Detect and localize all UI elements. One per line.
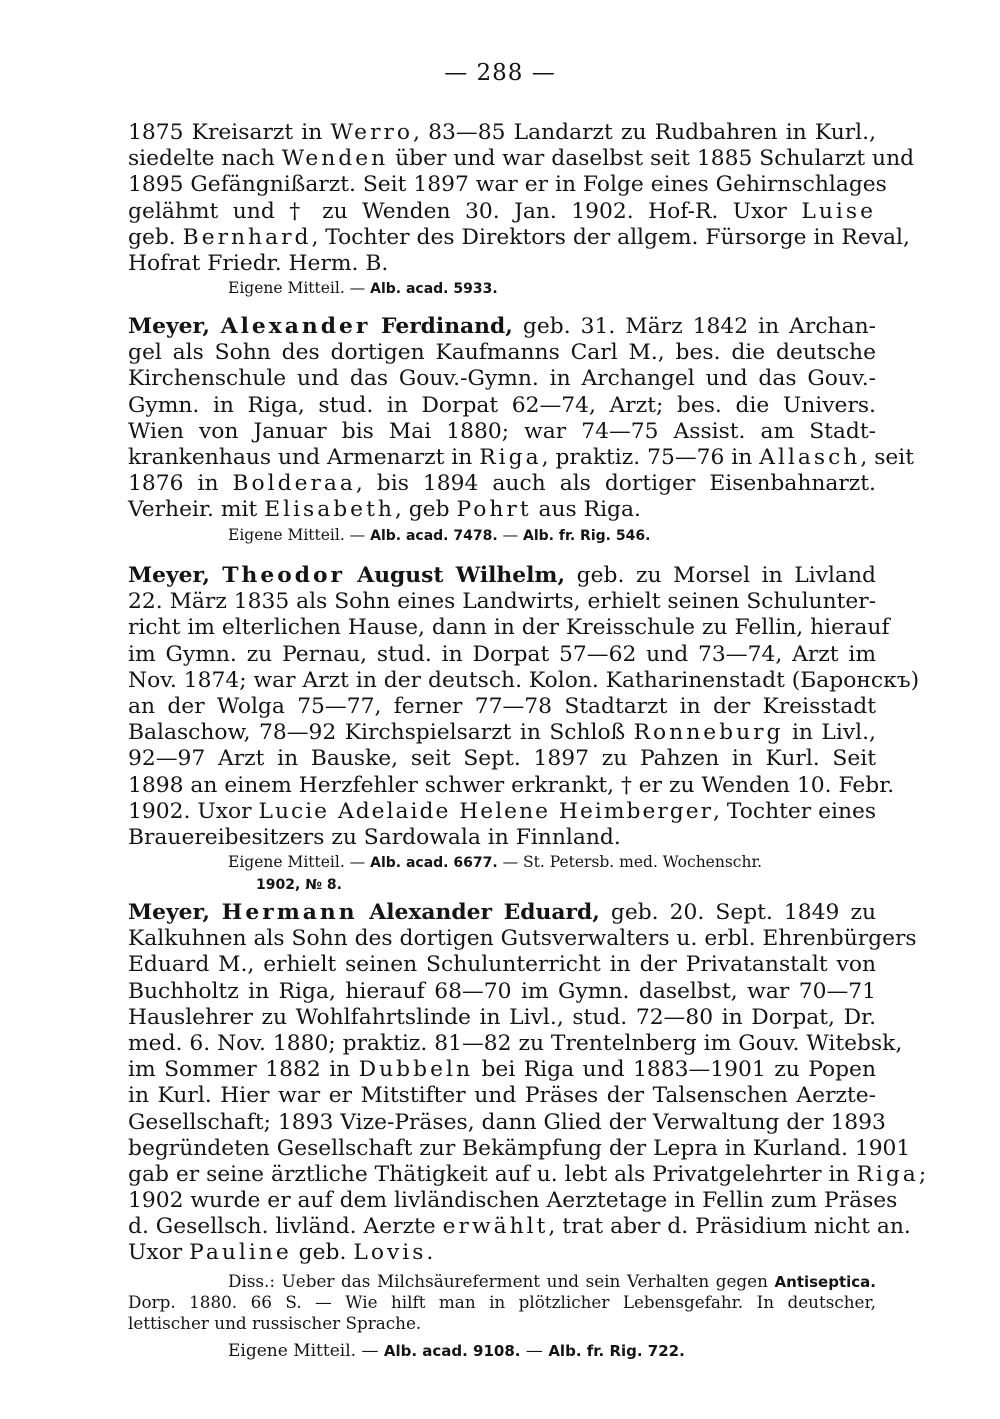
text-line: im Sommer 1882 in Dubbeln bei Riga und 1883—1901 zu Popen [128, 1057, 876, 1083]
text-line: 1902 wurde er auf dem livländischen Aerztetage in Fellin zum Präses [128, 1188, 898, 1214]
text-line: Verheir. mit Elisabeth, geb Pohrt aus Riga. [128, 497, 641, 523]
text-line: richt im elterlichen Hause, dann in der Kreisschule zu Fellin, hierauf [128, 615, 890, 641]
entry-name: Meyer, Hermann Alexander Eduard, [128, 900, 600, 925]
text-line: krankenhaus und Armenarzt in Riga, praktiz. 75—76 in Allasch, seit [128, 444, 915, 470]
text-line: Eduard M., erhielt seinen Schulunterricht in der Privatanstalt von [128, 952, 876, 978]
text-line: Gesellschaft; 1893 Vize-Präses, dann Glied der Verwaltung der 1893 [128, 1109, 886, 1135]
text-line: med. 6. Nov. 1880; praktiz. 81—82 zu Trentelnberg im Gouv. Witebsk, [128, 1030, 903, 1056]
entry-heading-line: Meyer, Alexander Ferdinand, geb. 31. März 1842 in Archan- [128, 314, 876, 339]
text-line: Hofrat Friedr. Herm. B. [128, 250, 389, 276]
entry-heading-line: Meyer, Hermann Alexander Eduard, geb. 20. Sept. 1849 zu [128, 900, 876, 925]
text-line: gel als Sohn des dortigen Kaufmanns Carl M., bes. die deutsche [128, 340, 876, 366]
text-line: Uxor Pauline geb. Lovis. [128, 1240, 434, 1266]
source-reference: Eigene Mitteil. — Alb. acad. 6677. — St. Petersb. med. Wochenschr. [228, 853, 763, 872]
entry-meyer-hermann-alexander-eduard [128, 900, 927, 1362]
source-reference: Eigene Mitteil. — Alb. acad. 5933. [228, 279, 498, 298]
source-reference: Eigene Mitteil. — Alb. acad. 7478. — Alb. fr. Rig. 546. [228, 525, 651, 544]
dissertation-note [128, 1271, 876, 1292]
entry-continuation [128, 120, 915, 299]
text-line: 1895 Gefängnißarzt. Seit 1897 war er in Folge eines Gehirnschlages [128, 172, 887, 198]
text-line: gab er seine ärztliche Thätigkeit auf u. lebt als Privatgelehrter in Riga; [128, 1161, 927, 1187]
text-line: 1876 in Bolderaa, bis 1894 auch als dortiger Eisenbahnarzt. [128, 471, 876, 497]
text-line: 1902. Uxor Lucie Adelaide Helene Heimberger, Tochter eines [128, 798, 877, 824]
entry-heading-line: Meyer, Theodor August Wilhelm, geb. zu Morsel in Livland [128, 563, 876, 588]
text-line: Kalkuhnen als Sohn des dortigen Gutsverwalters u. erbl. Ehrenbürgers [128, 926, 917, 952]
text-line: im Gymn. zu Pernau, stud. in Dorpat 57—62 und 73—74, Arzt im [128, 641, 876, 667]
source-reference: Eigene Mitteil. — Alb. acad. 9108. — Alb. fr. Rig. 722. [228, 1340, 685, 1361]
text-line: an der Wolga 75—77, ferner 77—78 Stadtarzt in der Kreisstadt [128, 693, 876, 719]
text-line: siedelte nach Wenden über und war daselbst seit 1885 Schularzt und [128, 146, 915, 172]
text-line: d. Gesellsch. livländ. Aerzte erwählt, trat aber d. Präsidium nicht an. [128, 1214, 911, 1240]
dissertation-line: lettischer und russischer Sprache. [128, 1312, 422, 1333]
text-line: Brauereibesitzers zu Sardowala in Finnland. [128, 824, 621, 850]
text-line: Buchholtz in Riga, hierauf 68—70 im Gymn. daselbst, war 70—71 [128, 978, 876, 1004]
text-line: 22. März 1835 als Sohn eines Landwirts, erhielt seinen Schulunter- [128, 589, 877, 615]
text-line: gelähmt und † zu Wenden 30. Jan. 1902. Hof-R. Uxor Luise [128, 198, 876, 224]
entry-meyer-theodor-august-wilhelm [128, 563, 920, 895]
text-line: Kirchenschule und das Gouv.-Gymn. in Archangel und das Gouv.- [128, 366, 876, 392]
text-line: Gymn. in Riga, stud. in Dorpat 62—74, Arzt; bes. die Univers. [128, 392, 876, 418]
text-line: in Kurl. Hier war er Mitstifter und Präses der Talsenschen Aerzte- [128, 1083, 876, 1109]
entry-name: Meyer, Theodor August Wilhelm, [128, 563, 566, 588]
text-line: begründeten Gesellschaft zur Bekämpfung der Lepra in Kurland. 1901 [128, 1135, 911, 1161]
text-line: Nov. 1874; war Arzt in der deutsch. Kolon. Katharinenstadt (Баронскъ) [128, 667, 920, 693]
text-line: 1875 Kreisarzt in Werro, 83—85 Landarzt zu Rudbahren in Kurl., [128, 120, 876, 145]
dissertation-line: Diss.: Ueber das Milchsäureferment und sein Verhalten gegen Antiseptica. [228, 1270, 876, 1291]
text-line: 92—97 Arzt in Bauske, seit Sept. 1897 zu Pahzen in Kurl. Seit [128, 746, 876, 772]
page-number: — 288 — [444, 60, 556, 86]
text-line: 1898 an einem Herzfehler schwer erkrankt, † er zu Wenden 10. Febr. [128, 772, 895, 798]
entry-meyer-alexander-ferdinand [128, 314, 915, 546]
text-line: Hauslehrer zu Wohlfahrtslinde in Livl., stud. 72—80 in Dorpat, Dr. [128, 1004, 876, 1030]
text-line: geb. Bernhard, Tochter des Direktors der allgem. Fürsorge in Reval, [128, 224, 910, 250]
text-line: Balaschow, 78—92 Kirchspielsarzt in Schloß Ronneburg in Livl., [128, 720, 876, 746]
dissertation-line: Dorp. 1880. 66 S. — Wie hilft man in plötzlicher Lebensgefahr. In deutscher, [128, 1291, 876, 1312]
source-reference-continued: 1902, № 8. [256, 877, 342, 894]
text-line: Wien von Januar bis Mai 1880; war 74—75 Assist. am Stadt- [128, 418, 876, 444]
entry-name: Meyer, Alexander Ferdinand, [128, 314, 513, 339]
